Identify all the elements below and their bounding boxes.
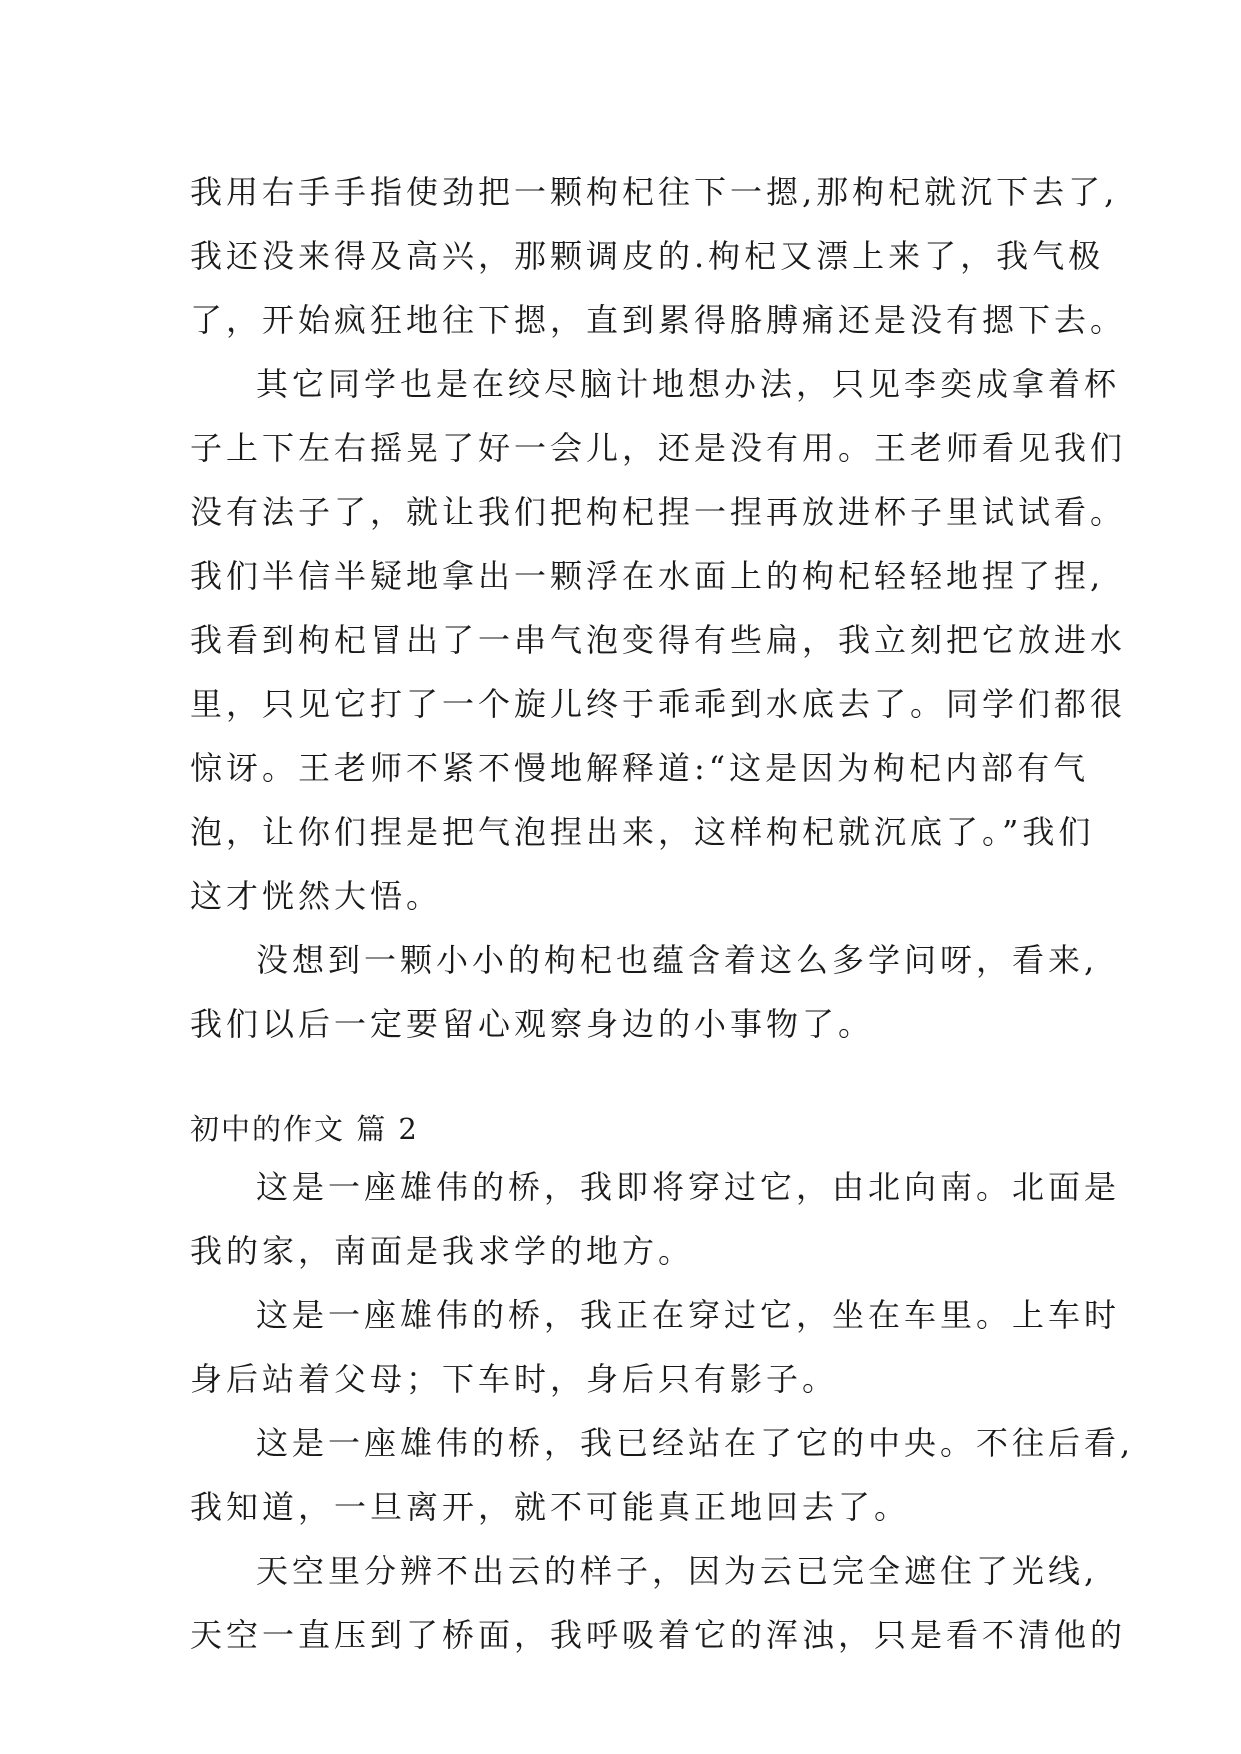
text-line: 没想到一颗小小的枸杞也蕴含着这么多学问呀，看来, xyxy=(256,941,1099,979)
text-line: 这是一座雄伟的桥，我已经站在了它的中央。不往后看, xyxy=(256,1424,1135,1462)
text-line: 子上下左右摇晃了好一会儿，还是没有用。王老师看见我们 xyxy=(190,429,1127,467)
paragraph xyxy=(190,1155,1121,1283)
paragraph xyxy=(190,1283,1121,1411)
text-line: 其它同学也是在绞尽脑计地想办法，只见李奕成拿着杯 xyxy=(256,365,1121,403)
text-line: 天空里分辨不出云的样子，因为云已完全遮住了光线, xyxy=(256,1552,1099,1590)
section-heading: 初中的作文 篇 2 xyxy=(190,1112,419,1146)
text-line: 泡，让你们捏是把气泡捏出来，这样枸杞就沉底了。”我们 xyxy=(190,813,1095,851)
text-line: 里，只见它打了一个旋儿终于乖乖到水底去了。同学们都很 xyxy=(190,685,1127,723)
text-line: 这是一座雄伟的桥，我即将穿过它，由北向南。北面是 xyxy=(256,1168,1121,1206)
text-line: 我们半信半疑地拿出一颗浮在水面上的枸杞轻轻地捏了捏, xyxy=(190,557,1105,595)
document-body xyxy=(190,160,1135,1667)
text-line: 惊讶。王老师不紧不慢地解释道:“这是因为枸杞内部有气 xyxy=(190,749,1090,787)
text-line: 我看到枸杞冒出了一串气泡变得有些扁，我立刻把它放进水 xyxy=(190,621,1127,659)
text-line: 我用右手手指使劲把一颗枸杞往下一摁,那枸杞就沉下去了, xyxy=(190,173,1119,211)
text-line: 了，开始疯狂地往下摁，直到累得胳膊痛还是没有摁下去。 xyxy=(190,301,1127,339)
paragraph xyxy=(190,352,1127,928)
paragraph xyxy=(190,1539,1127,1667)
paragraph xyxy=(190,160,1127,352)
text-line: 我还没来得及高兴，那颗调皮的.枸杞又漂上来了，我气极 xyxy=(190,237,1105,275)
text-line: 我的家，南面是我求学的地方。 xyxy=(190,1232,695,1270)
text-line: 这才恍然大悟。 xyxy=(190,877,443,915)
paragraph xyxy=(190,928,1099,1056)
text-line: 天空一直压到了桥面，我呼吸着它的浑浊，只是看不清他的 xyxy=(190,1616,1127,1654)
text-line: 我知道，一旦离开，就不可能真正地回去了。 xyxy=(190,1488,911,1526)
text-line: 没有法子了，就让我们把枸杞捏一捏再放进杯子里试试看。 xyxy=(190,493,1127,531)
paragraph xyxy=(190,1411,1135,1539)
text-line: 这是一座雄伟的桥，我正在穿过它，坐在车里。上车时 xyxy=(256,1296,1121,1334)
text-line: 身后站着父母；下车时，身后只有影子。 xyxy=(190,1360,839,1398)
section-spacer xyxy=(190,1056,1090,1103)
text-line: 我们以后一定要留心观察身边的小事物了。 xyxy=(190,1005,875,1043)
